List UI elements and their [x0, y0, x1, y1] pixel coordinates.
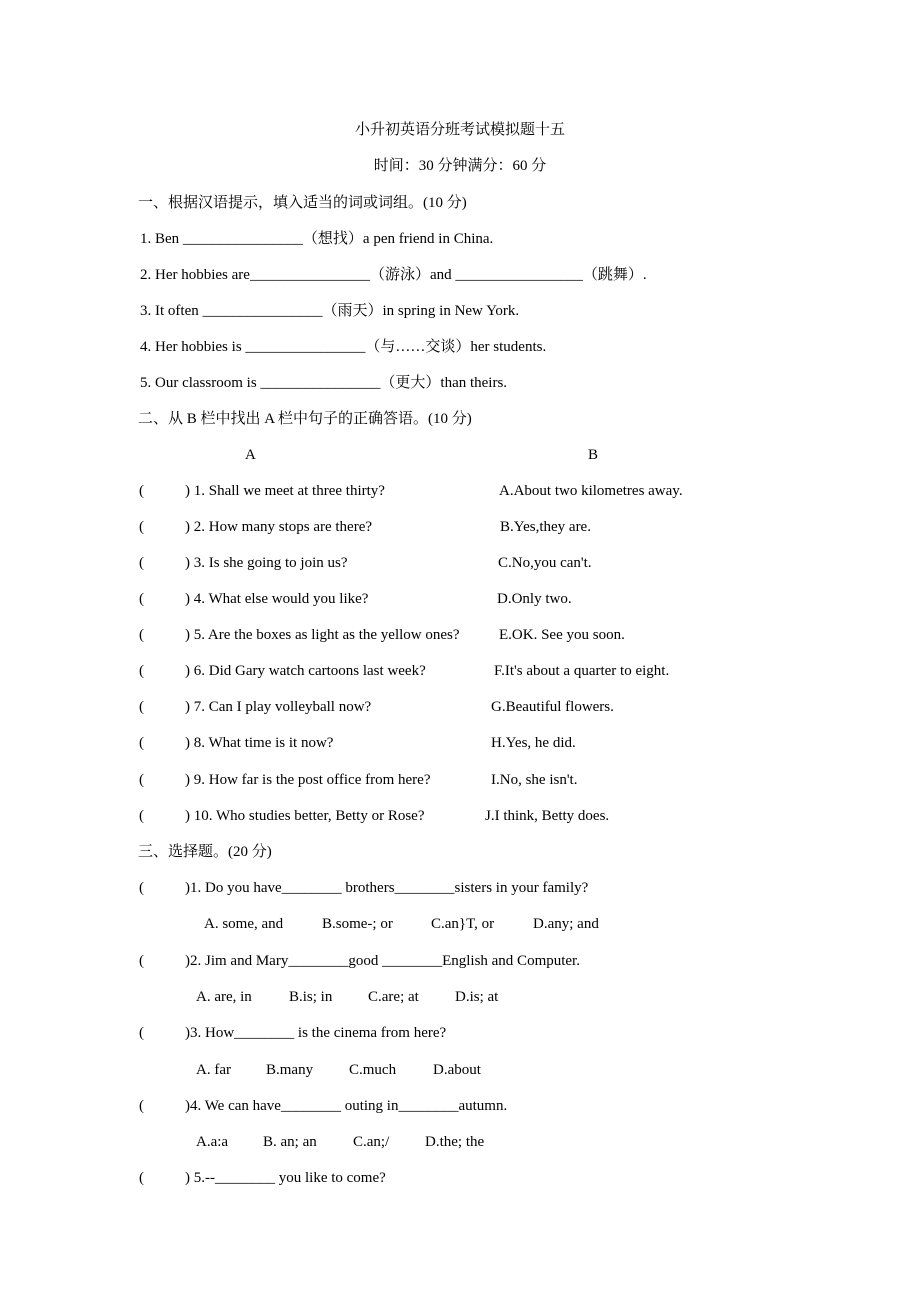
match-paren: ( [139, 555, 144, 571]
choice-option: B.is; in [289, 989, 333, 1005]
match-paren: ( [139, 591, 144, 607]
choice-paren: ( [139, 1025, 144, 1041]
page-subtitle: 时间：30 分钟满分：60 分 [373, 158, 547, 174]
match-question: ) 4. What else would you like? [185, 591, 369, 607]
match-answer: F.It's about a quarter to eight. [494, 663, 670, 679]
match-paren: ( [139, 772, 144, 788]
match-question: ) 7. Can I play volleyball now? [185, 699, 372, 715]
match-answer: C.No,you can't. [498, 555, 592, 571]
match-question: ) 9. How far is the post office from here? [185, 772, 431, 788]
choice-question: ) 5.--________ you like to come? [185, 1170, 386, 1186]
match-answer: H.Yes, he did. [491, 735, 576, 751]
match-answer: D.Only two. [497, 591, 572, 607]
choice-option: D.any; and [533, 916, 599, 932]
match-paren: ( [139, 699, 144, 715]
match-paren: ( [139, 735, 144, 751]
column-b-label: B [588, 447, 599, 463]
choice-option: D.about [433, 1062, 481, 1078]
choice-paren: ( [139, 953, 144, 969]
match-question: ) 2. How many stops are there? [185, 519, 373, 535]
fill-item-4: 4. Her hobbies is ________________（与……交谈）her students. [140, 339, 547, 355]
choice-option: B.many [266, 1062, 314, 1078]
choice-option: C.are; at [368, 989, 419, 1005]
choice-paren: ( [139, 1098, 144, 1114]
match-question: ) 8. What time is it now? [185, 735, 334, 751]
choice-option: A. some, and [204, 916, 284, 932]
match-question: ) 3. Is she going to join us? [185, 555, 348, 571]
choice-option: C.an}T, or [431, 916, 495, 932]
choice-option: D.is; at [455, 989, 499, 1005]
choice-question: )1. Do you have________ brothers________sisters in your family? [185, 880, 589, 896]
section2-heading: 二、从 B 栏中找出 A 栏中句子的正确答语。(10 分) [138, 411, 472, 427]
fill-item-5: 5. Our classroom is ________________（更大）than theirs. [140, 375, 508, 391]
match-paren: ( [139, 483, 144, 499]
choice-option: B.some-; or [322, 916, 393, 932]
match-question: ) 5. Are the boxes as light as the yellow ones? [185, 627, 460, 643]
match-answer: A.About two kilometres away. [499, 483, 683, 499]
match-paren: ( [139, 808, 144, 824]
fill-item-1: 1. Ben ________________（想找）a pen friend in China. [140, 231, 494, 247]
choice-option: A. are, in [196, 989, 252, 1005]
section3-heading: 三、选择题。(20 分) [138, 844, 272, 860]
match-paren: ( [139, 663, 144, 679]
match-paren: ( [139, 519, 144, 535]
match-paren: ( [139, 627, 144, 643]
choice-question: )4. We can have________ outing in________autumn. [185, 1098, 508, 1114]
choice-option: B. an; an [263, 1134, 317, 1150]
choice-option: D.the; the [425, 1134, 485, 1150]
match-question: ) 6. Did Gary watch cartoons last week? [185, 663, 426, 679]
match-answer: E.OK. See you soon. [499, 627, 625, 643]
choice-option: C.much [349, 1062, 397, 1078]
choice-option: A.a:a [196, 1134, 229, 1150]
fill-item-3: 3. It often ________________（雨天）in spring in New York. [140, 303, 520, 319]
match-question: ) 1. Shall we meet at three thirty? [185, 483, 385, 499]
choice-option: A. far [196, 1062, 231, 1078]
fill-item-2: 2. Her hobbies are________________（游泳）and _________________（跳舞）. [140, 267, 647, 283]
match-question: ) 10. Who studies better, Betty or Rose? [185, 808, 425, 824]
match-answer: B.Yes,they are. [500, 519, 591, 535]
choice-option: C.an;/ [353, 1134, 390, 1150]
match-answer: I.No, she isn't. [491, 772, 578, 788]
match-answer: G.Beautiful flowers. [491, 699, 614, 715]
match-answer: J.I think, Betty does. [485, 808, 610, 824]
column-a-label: A [245, 447, 256, 463]
section1-heading: 一、根据汉语提示，填入适当的词或词组。(10 分) [138, 195, 467, 211]
page-title: 小升初英语分班考试模拟题十五 [354, 122, 565, 138]
choice-question: )3. How________ is the cinema from here? [185, 1025, 447, 1041]
choice-paren: ( [139, 880, 144, 896]
choice-paren: ( [139, 1170, 144, 1186]
choice-question: )2. Jim and Mary________good ________English and Computer. [185, 953, 580, 969]
